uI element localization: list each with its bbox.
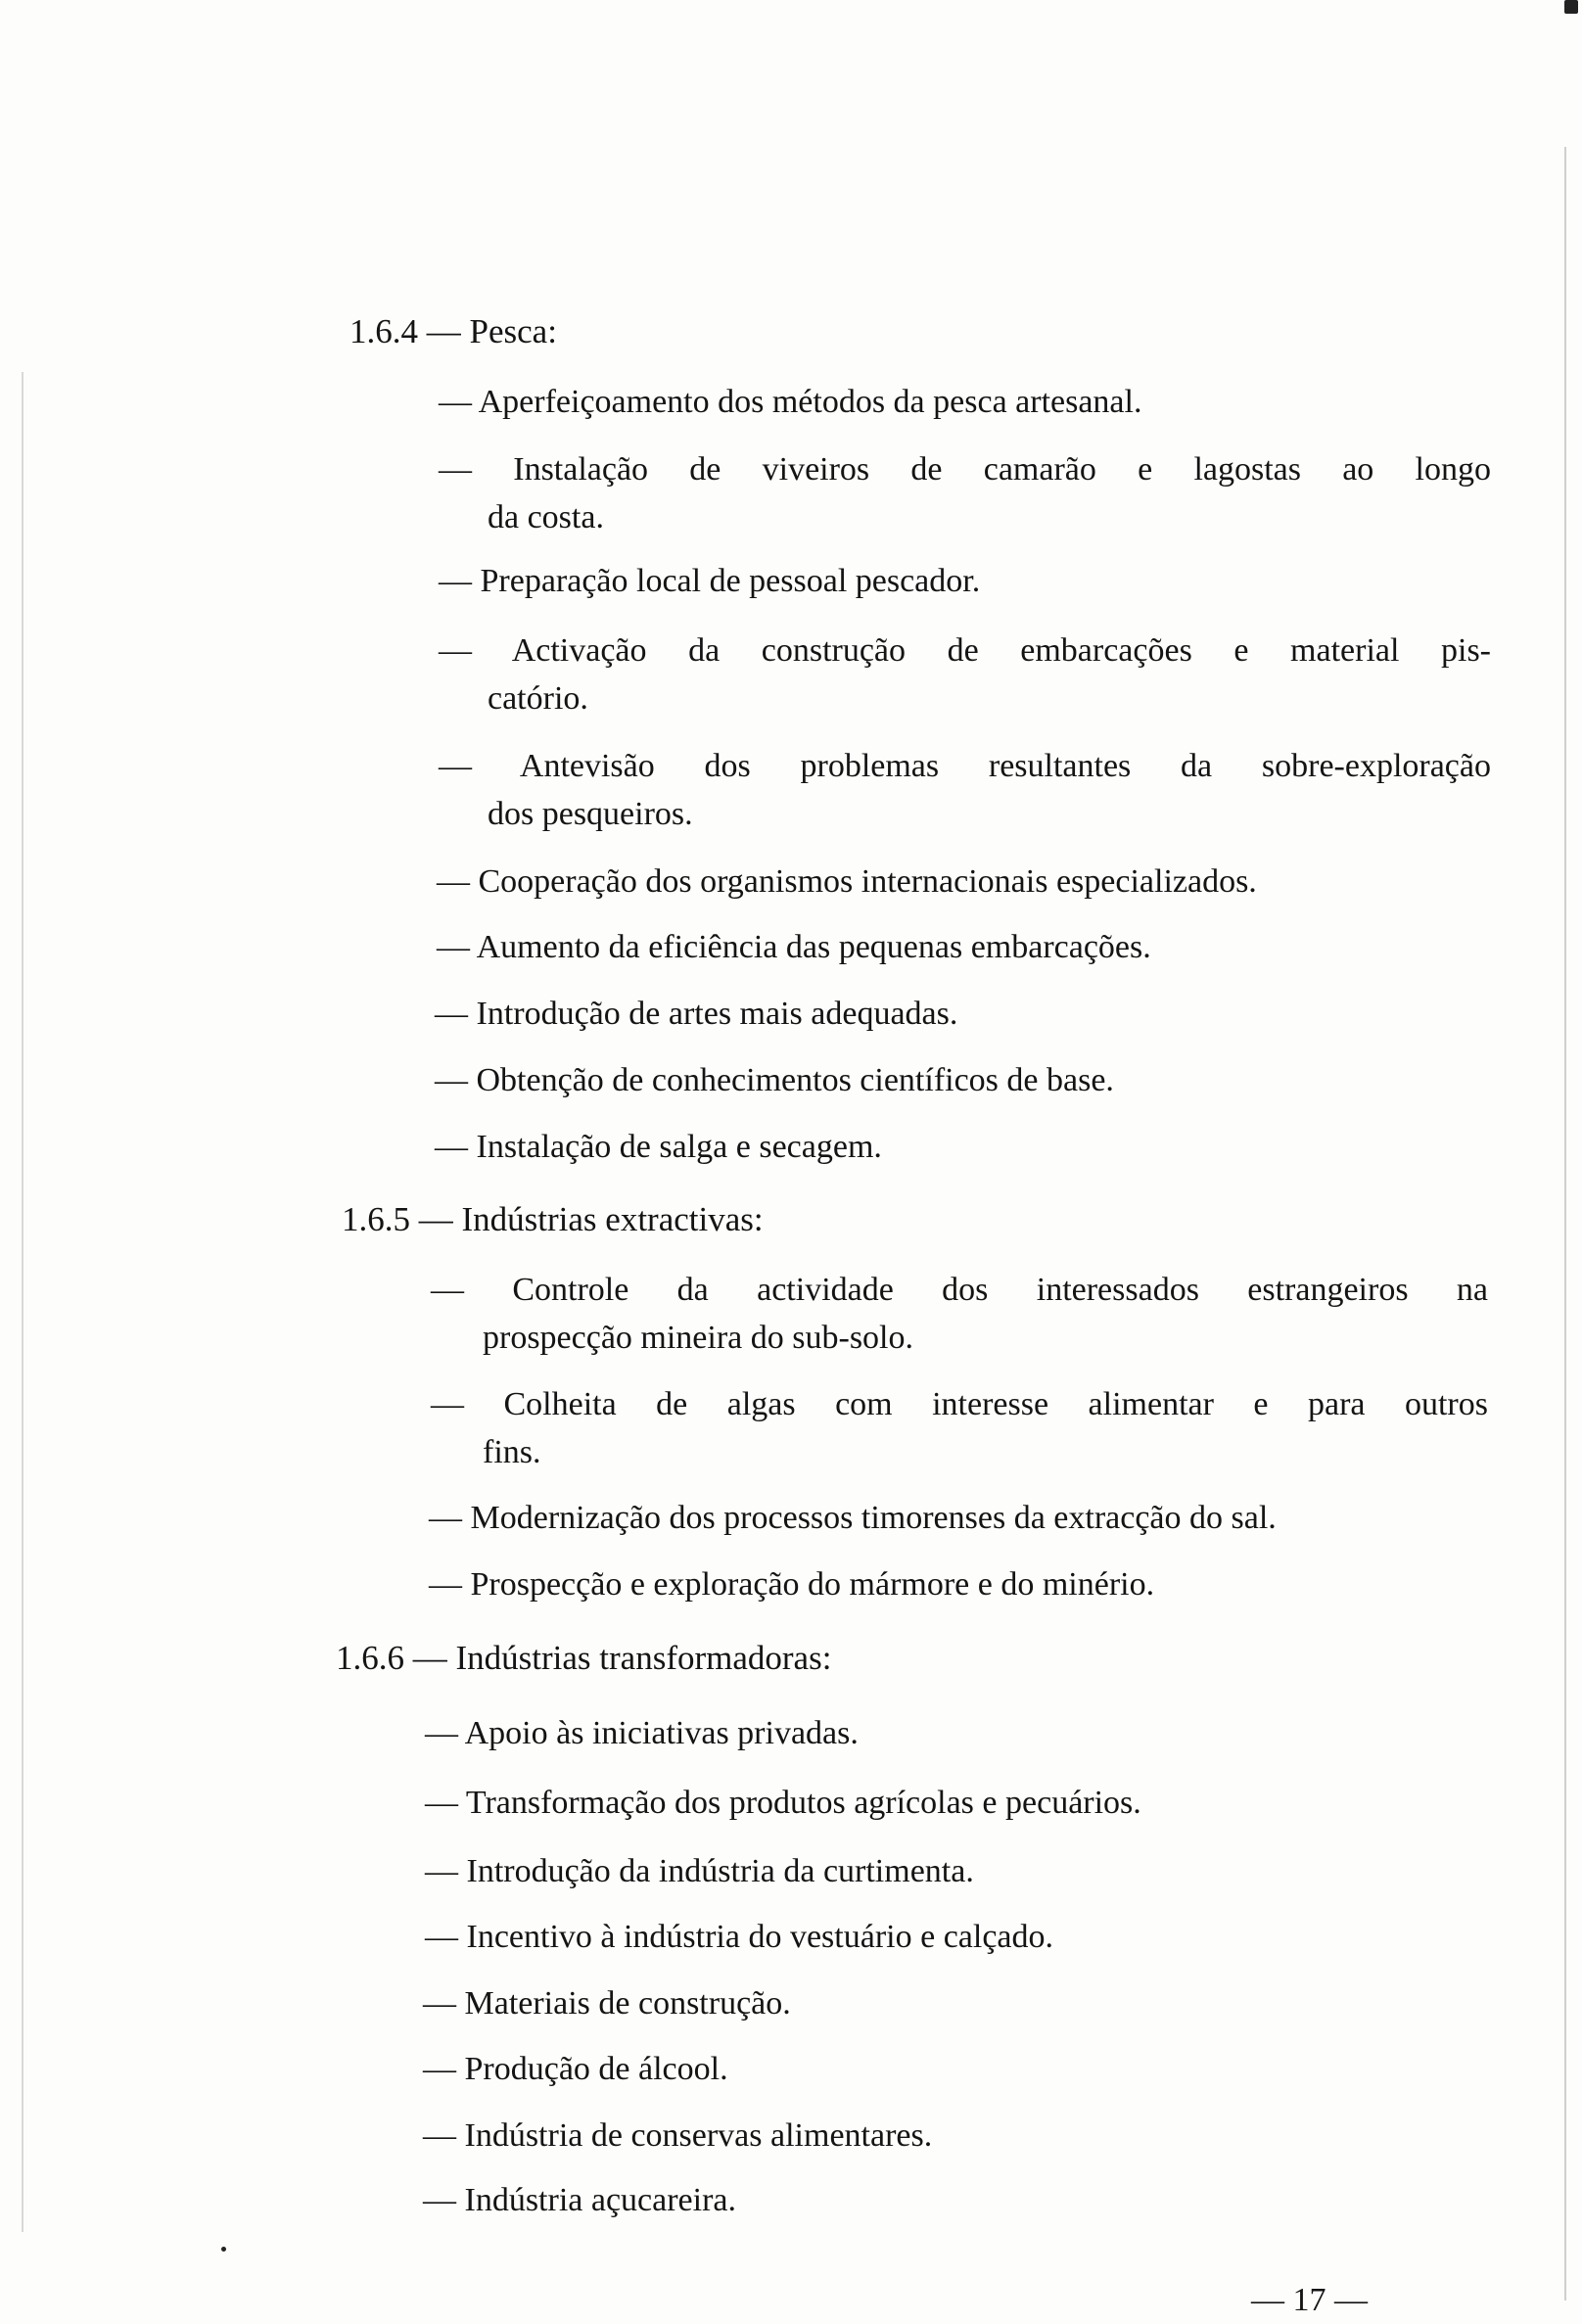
list-item: — Materiais de construção. <box>423 1985 791 2022</box>
list-item-line-1: — Antevisão dos problemas resultantes da sobre-exploração <box>439 748 1491 784</box>
page-number: — 17 — <box>1251 2282 1368 2318</box>
list-item-line-1: — Activação da construção de embarcações e material pis- <box>439 632 1491 669</box>
list-item <box>431 1266 1488 1362</box>
list-item <box>439 627 1491 722</box>
list-item-line-1: — Instalação de viveiros de camarão e lagostas ao longo <box>439 451 1491 488</box>
list-item: — Aperfeiçoamento dos métodos da pesca artesanal. <box>439 384 1142 420</box>
list-item: — Aumento da eficiência das pequenas embarcações. <box>437 929 1151 965</box>
list-item-line-2: da costa. <box>488 499 604 535</box>
list-item: — Modernização dos processos timorenses da extracção do sal. <box>429 1500 1277 1536</box>
list-item: — Produção de álcool. <box>423 2051 728 2087</box>
list-item-line-2: catório. <box>488 680 588 717</box>
list-item <box>439 742 1491 838</box>
section-heading-1-6-5: 1.6.5 — Indústrias extractivas: <box>342 1200 764 1238</box>
section-heading-1-6-6: 1.6.6 — Indústrias transformadoras: <box>336 1639 832 1677</box>
scan-speck <box>221 2247 226 2252</box>
list-item-line-1: — Colheita de algas com interesse alimentar e para outros <box>431 1386 1488 1422</box>
list-item: — Transformação dos produtos agrícolas e pecuários. <box>425 1785 1141 1821</box>
list-item: — Indústria açucareira. <box>423 2182 736 2218</box>
list-item-line-2: fins. <box>483 1434 541 1470</box>
list-item: — Apoio às iniciativas privadas. <box>425 1715 859 1751</box>
list-item: — Introdução de artes mais adequadas. <box>435 996 958 1032</box>
list-item-line-2: prospecção mineira do sub-solo. <box>483 1320 913 1356</box>
scan-left-line <box>22 372 23 2232</box>
list-item: — Incentivo à indústria do vestuário e calçado. <box>425 1919 1053 1955</box>
scan-corner-mark <box>1564 0 1578 14</box>
section-heading-1-6-4: 1.6.4 — Pesca: <box>349 312 557 350</box>
list-item: — Introdução da indústria da curtimenta. <box>425 1853 974 1889</box>
list-item: — Prospecção e exploração do mármore e do minério. <box>429 1566 1155 1603</box>
list-item-line-2: dos pesqueiros. <box>488 796 693 832</box>
list-item-line-1: — Controle da actividade dos interessados estrangeiros na <box>431 1272 1488 1308</box>
list-item: — Instalação de salga e secagem. <box>435 1129 882 1165</box>
scan-edge-line <box>1564 147 1566 2301</box>
list-item: — Indústria de conservas alimentares. <box>423 2117 933 2154</box>
list-item: — Obtenção de conhecimentos científicos de base. <box>435 1062 1114 1098</box>
list-item: — Preparação local de pessoal pescador. <box>439 563 981 599</box>
list-item: — Cooperação dos organismos internacionais especializados. <box>437 863 1257 900</box>
list-item <box>439 445 1491 541</box>
list-item <box>431 1380 1488 1476</box>
